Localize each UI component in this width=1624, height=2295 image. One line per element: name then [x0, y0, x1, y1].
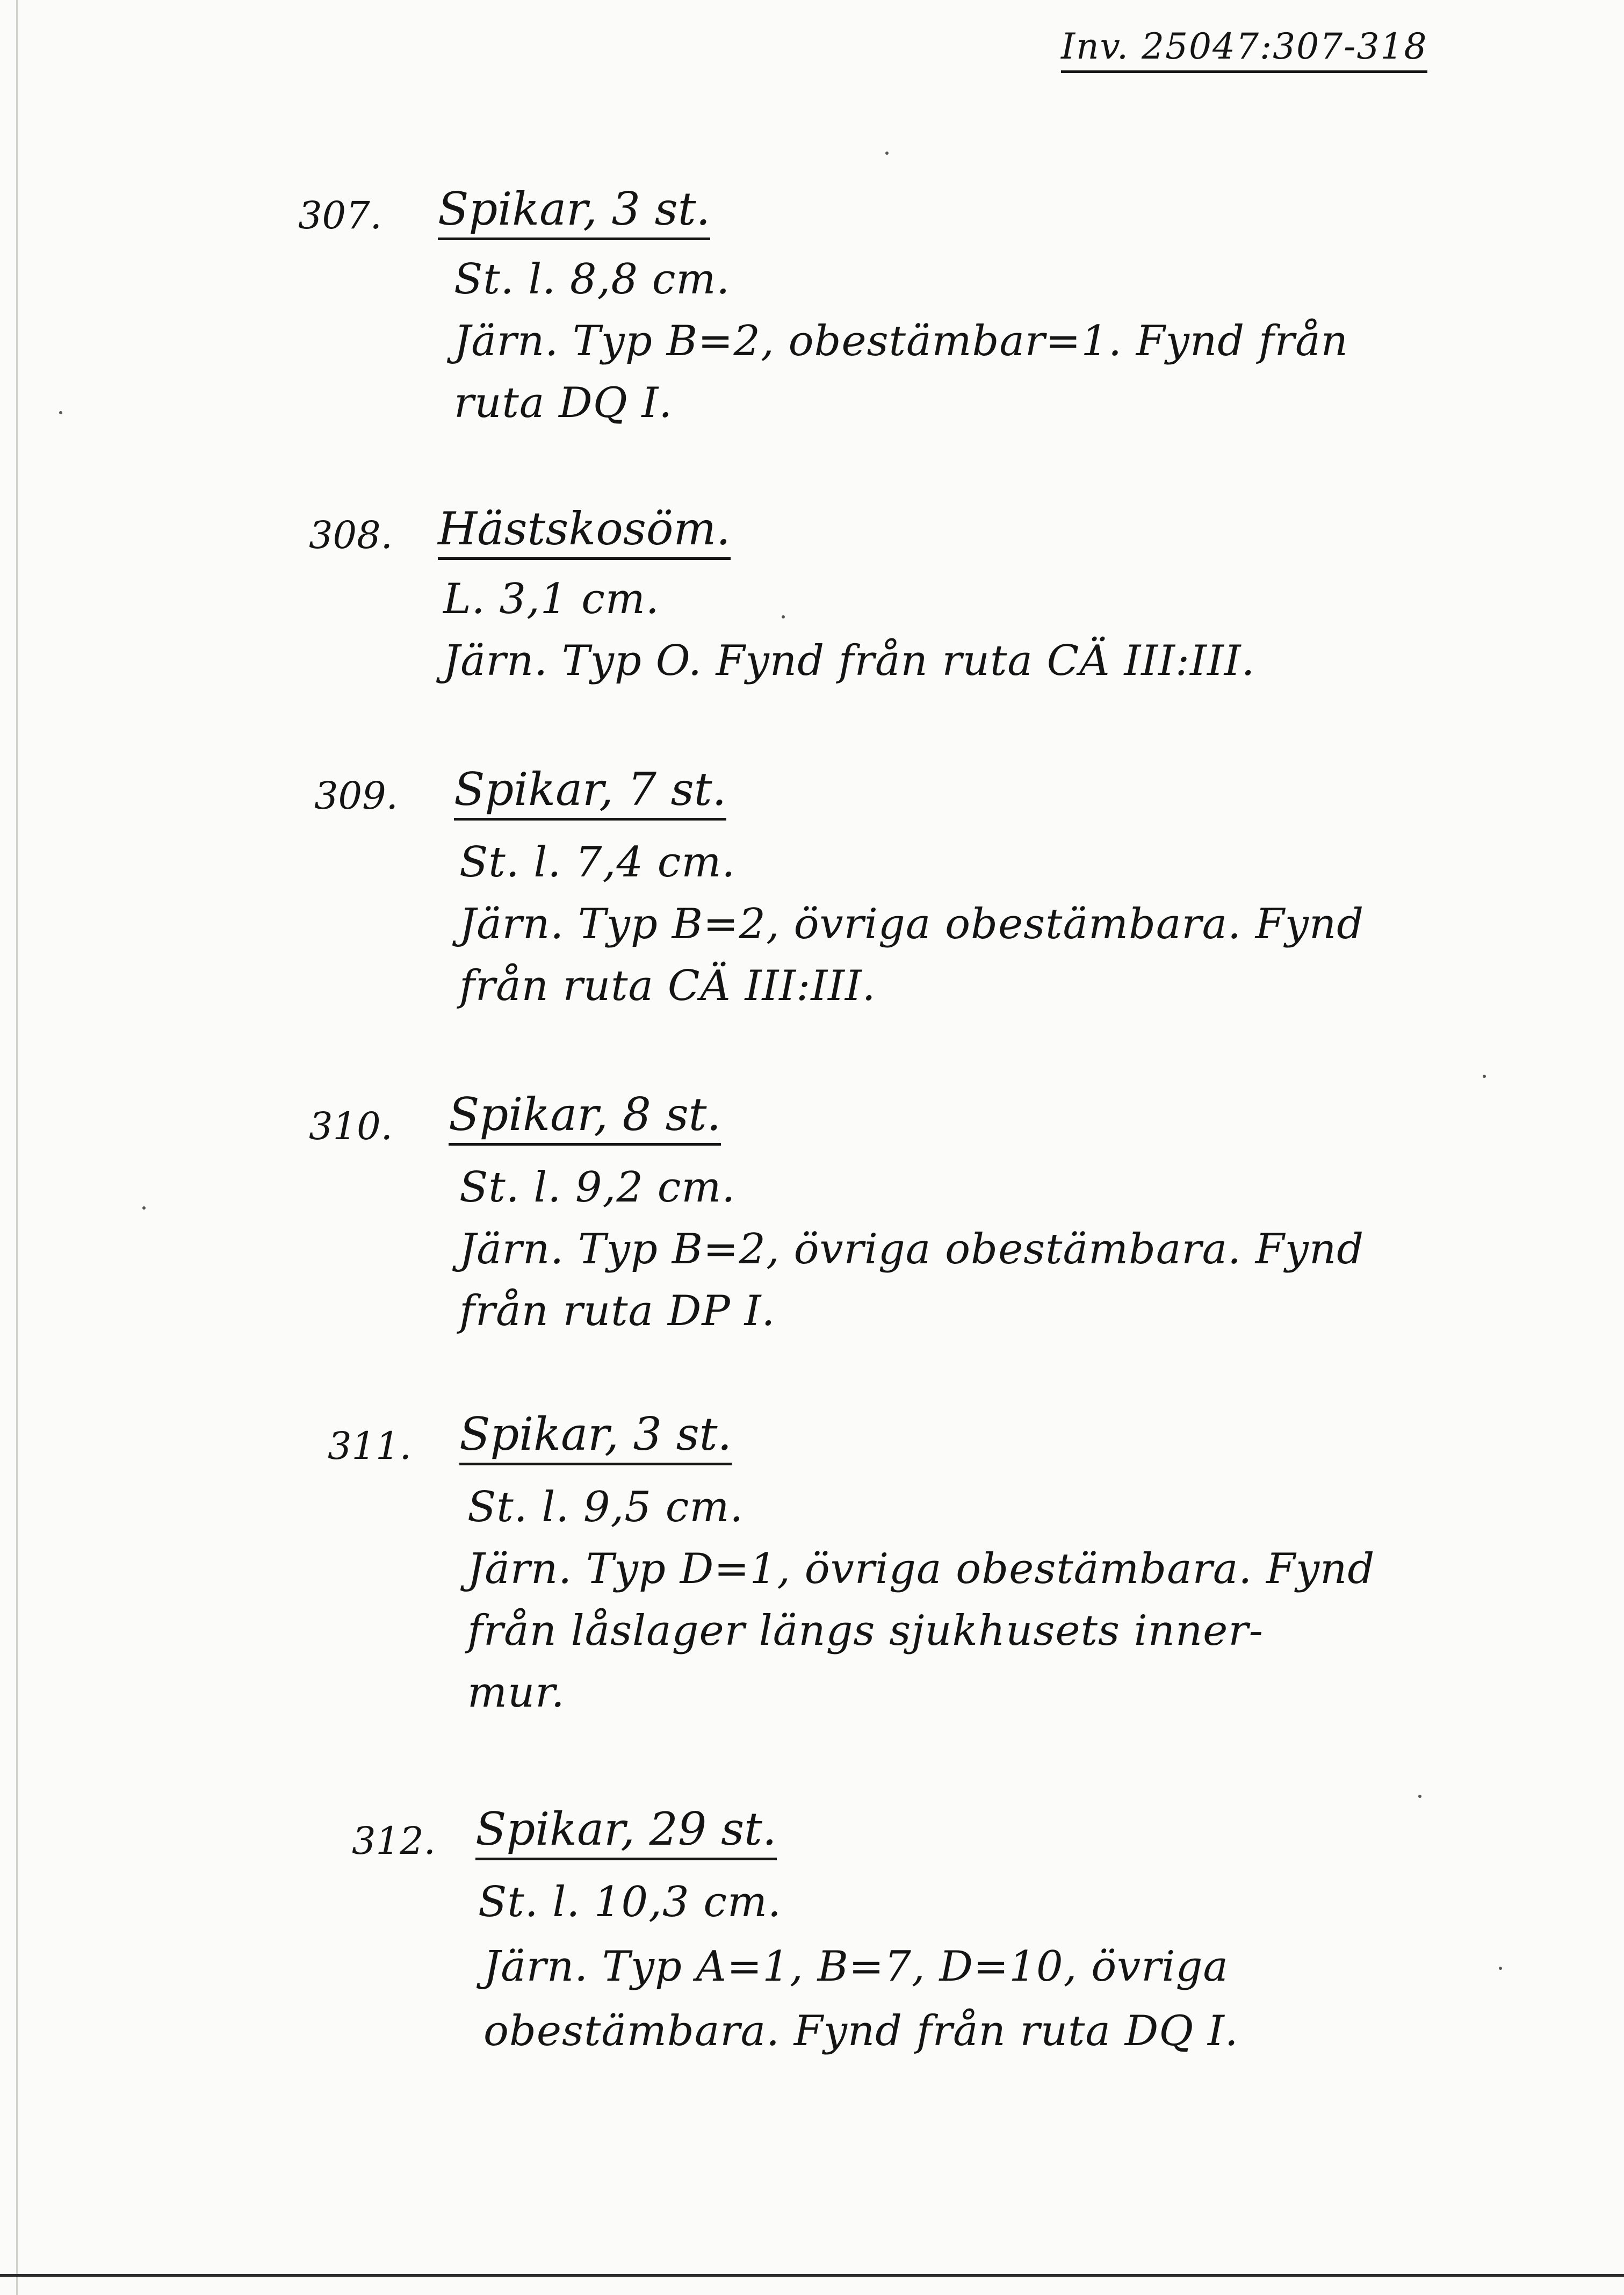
entry-line: obestämbara. Fynd från ruta DQ I.: [483, 2007, 1239, 2055]
entry-title: Spikar, 7 st.: [454, 763, 726, 821]
entry-number: 312.: [352, 1819, 436, 1863]
entry-title: Spikar, 3 st.: [459, 1408, 732, 1465]
entry-line: Järn. Typ O. Fynd från ruta CÄ III:III.: [443, 637, 1255, 685]
inventory-reference: Inv. 25047:307-318: [1061, 26, 1427, 73]
entry-line: Järn. Typ B=2, övriga obestämbara. Fynd: [459, 900, 1365, 948]
entry-line: St. l. 9,5 cm.: [467, 1483, 744, 1531]
scan-speck: [885, 152, 889, 155]
entry-line: mur.: [467, 1668, 565, 1717]
entry-line: St. l. 9,2 cm.: [459, 1163, 736, 1212]
entry-number: 307.: [298, 193, 382, 238]
scan-speck: [1499, 1967, 1502, 1970]
scan-speck: [59, 411, 62, 414]
scan-speck: [1483, 1075, 1486, 1078]
entry-line: L. 3,1 cm.: [443, 575, 660, 623]
entry-number: 310.: [309, 1104, 393, 1148]
entry-number: 311.: [328, 1424, 412, 1468]
entry-line: Järn. Typ B=2, övriga obestämbara. Fynd: [459, 1225, 1365, 1274]
entry-line: St. l. 7,4 cm.: [459, 838, 736, 887]
entry-line: ruta DQ I.: [454, 379, 673, 427]
entry-line: Järn. Typ A=1, B=7, D=10, övriga: [483, 1943, 1229, 1991]
entry-title: Hästskosöm.: [438, 502, 731, 560]
entry-line: från ruta CÄ III:III.: [459, 962, 876, 1010]
entry-line: Järn. Typ D=1, övriga obestämbara. Fynd: [467, 1545, 1375, 1593]
entry-line: Järn. Typ B=2, obestämbar=1. Fynd från: [454, 317, 1348, 365]
entry-line: St. l. 10,3 cm.: [478, 1878, 782, 1926]
entry-number: 309.: [314, 774, 398, 818]
scan-speck: [1418, 1795, 1421, 1798]
entry-number: 308.: [309, 513, 393, 557]
entry-line: från ruta DP I.: [459, 1287, 776, 1335]
entry-line: från låslager längs sjukhusets inner-: [467, 1607, 1264, 1655]
entry-title: Spikar, 29 st.: [475, 1803, 777, 1860]
scan-speck: [782, 615, 785, 618]
entry-title: Spikar, 3 st.: [438, 183, 710, 240]
page-bottom-edge: [0, 2274, 1624, 2277]
scan-speck: [142, 1206, 146, 1210]
entry-title: Spikar, 8 st.: [449, 1088, 721, 1146]
entry-line: St. l. 8,8 cm.: [454, 255, 731, 304]
page-left-edge: [16, 0, 18, 2295]
